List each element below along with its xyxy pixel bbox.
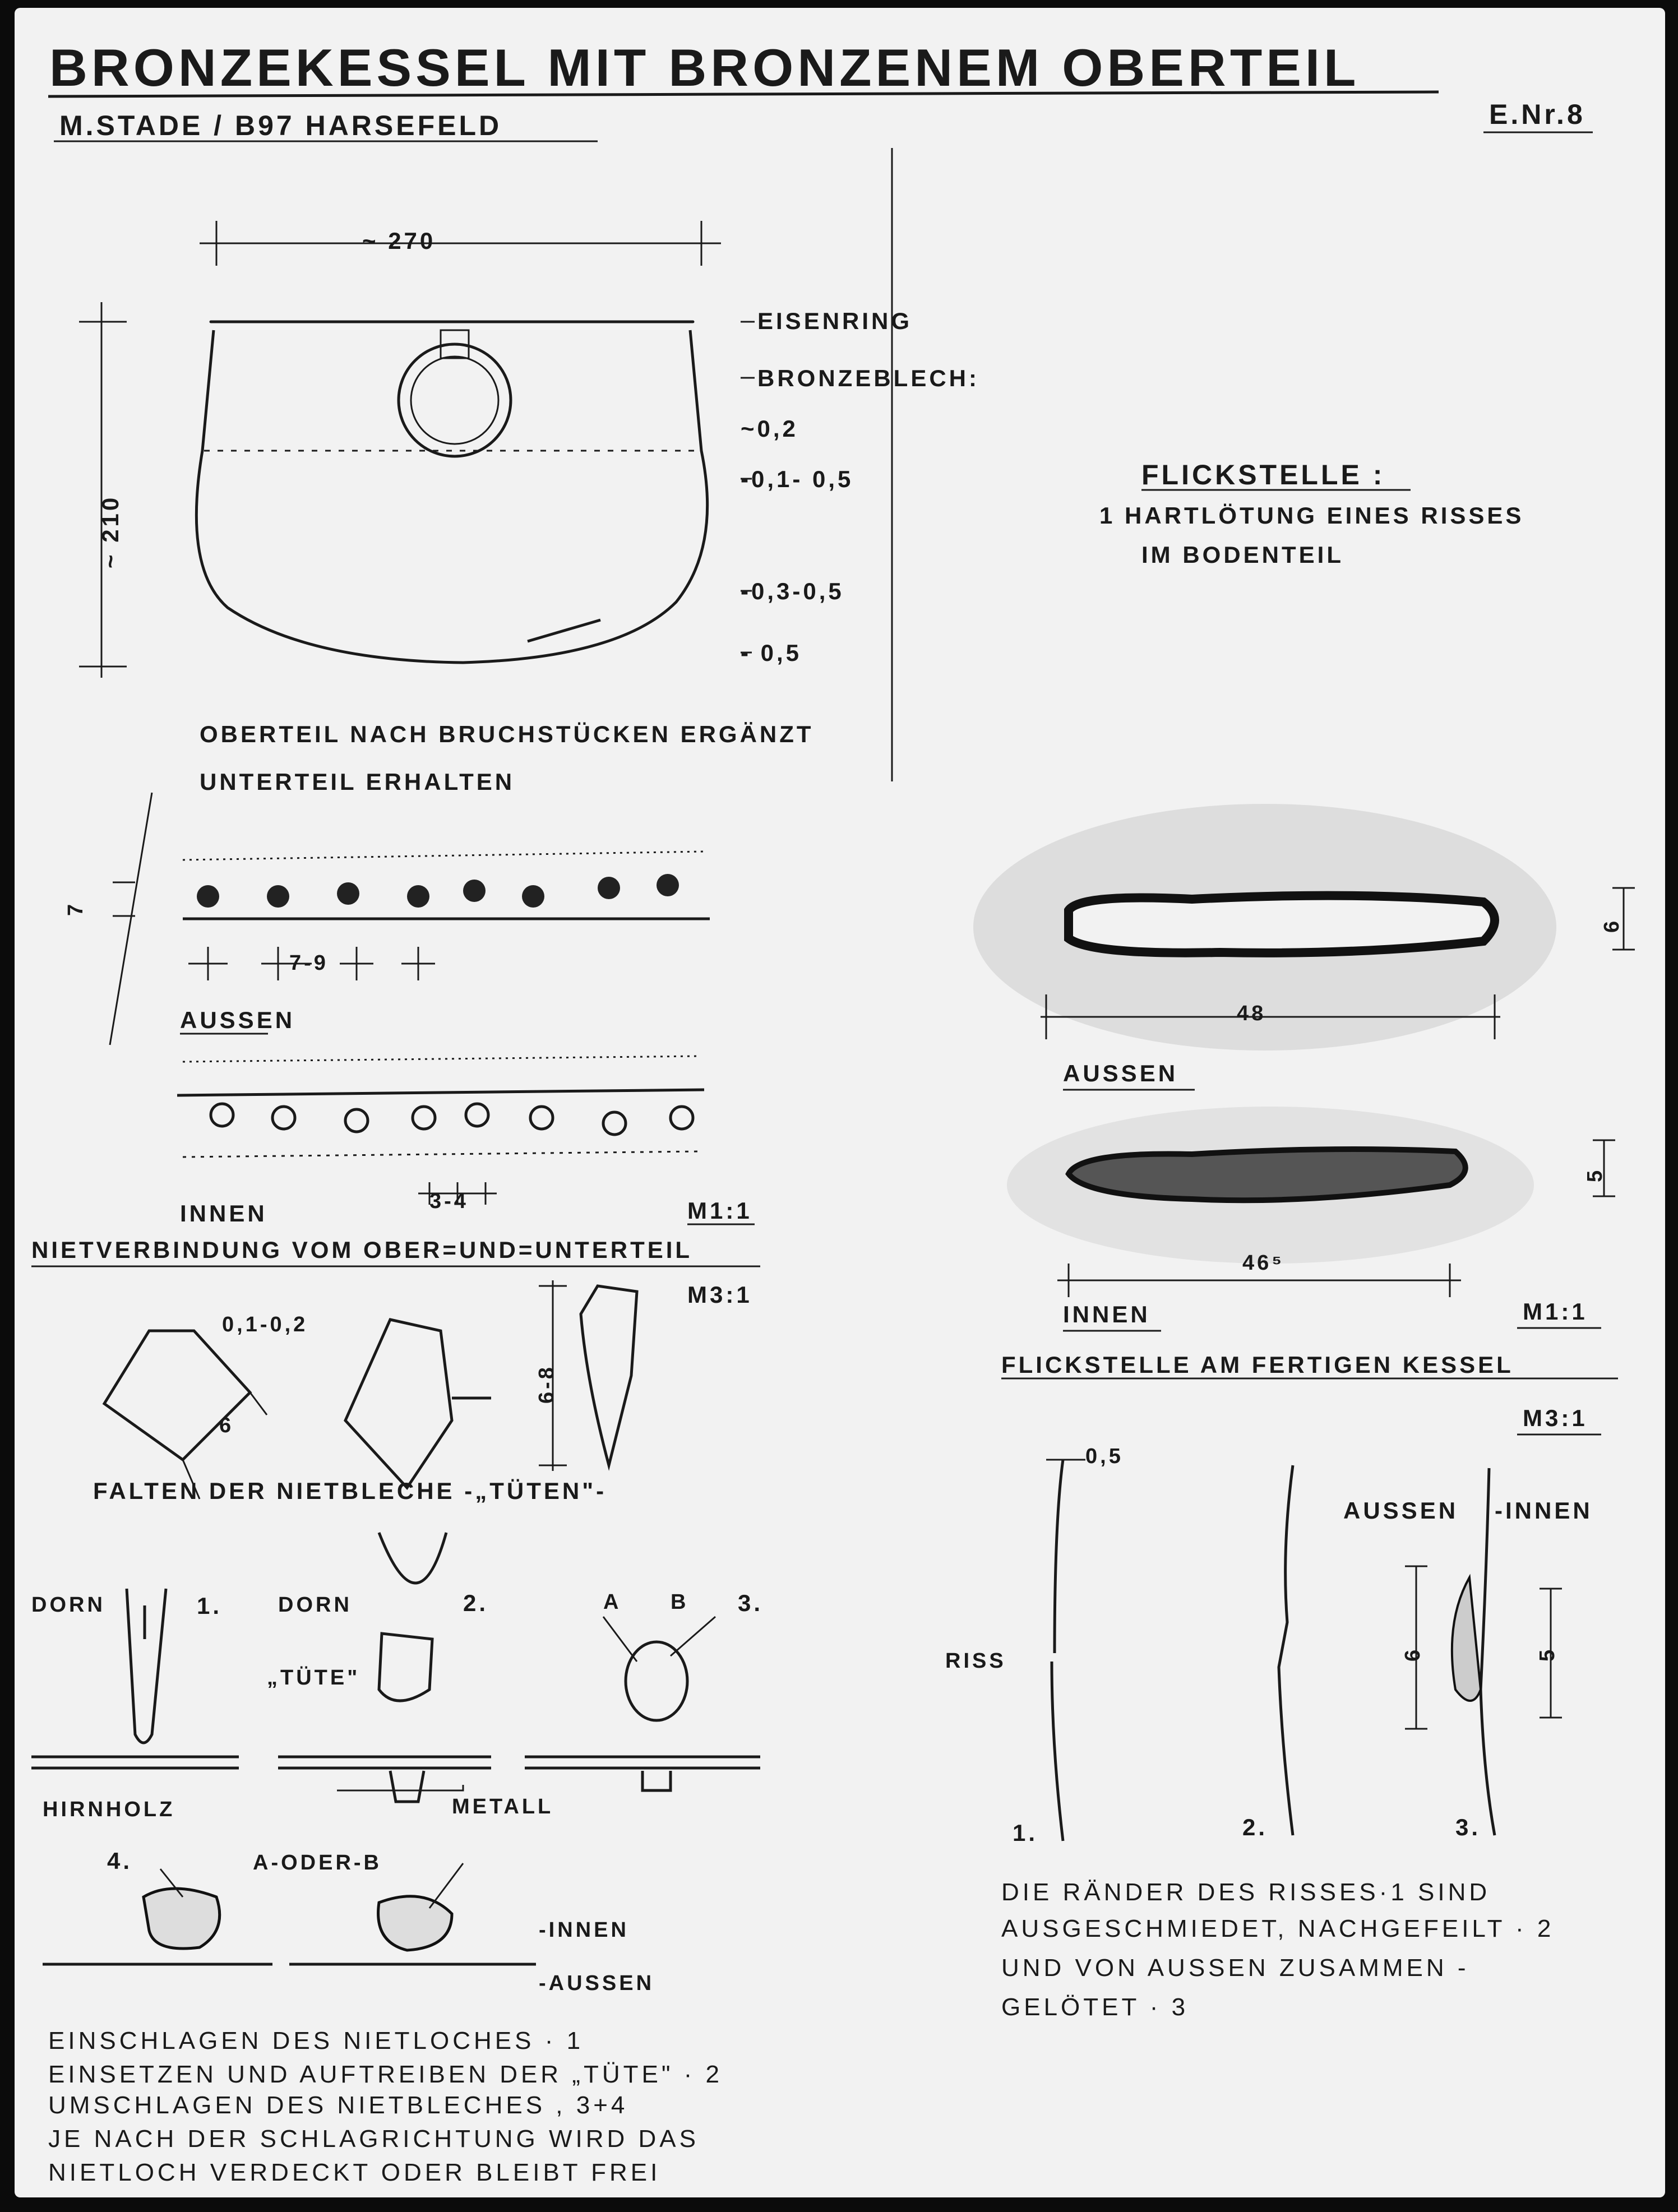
folding-caption: FALTEN DER NIETBLECHE -„TÜTEN"-	[93, 1478, 607, 1504]
crack-note-line-4: GELÖTET · 3	[1001, 1993, 1189, 2021]
patch-inner-height: 5	[1583, 1167, 1607, 1182]
vessel-dimension-lines	[79, 221, 721, 678]
procedure-line-2: EINSETZEN UND AUFTREIBEN DER „TÜTE" · 2	[48, 2061, 723, 2088]
step2-tuete-label: „TÜTE"	[267, 1666, 360, 1690]
step2-dorn-label: DORN	[278, 1593, 352, 1617]
repair-heading: FLICKSTELLE :	[1141, 459, 1385, 490]
patch-outer-height: 6	[1600, 918, 1624, 933]
patch-inside	[1007, 1107, 1615, 1297]
page-subtitle: M.STADE / B97 HARSEFELD	[59, 110, 502, 141]
procedure-line-4: JE NACH DER SCHLAGRICHTUNG WIRD DAS	[48, 2125, 699, 2153]
vessel-width-label: ~ 270	[362, 228, 436, 254]
drawing-sheet	[15, 8, 1665, 2197]
label-thickness-4: - 0,5	[741, 640, 802, 666]
step2-number: 2.	[463, 1590, 489, 1616]
patch-scale: M1:1	[1523, 1298, 1588, 1325]
step4-aussen-label: -AUSSEN	[539, 1972, 655, 1995]
rivet-scale: M1:1	[687, 1197, 752, 1224]
crack-number-1: 1.	[1013, 1820, 1038, 1846]
folding-scale: M3:1	[687, 1281, 752, 1308]
folding-thickness: 0,1-0,2	[222, 1313, 308, 1336]
crack-dim-5: 5	[1536, 1646, 1559, 1662]
label-thickness-3: -0,3-0,5	[741, 578, 844, 604]
crack-innen-label: -INNEN	[1495, 1497, 1593, 1524]
vessel-height-label: ~ 210	[97, 494, 123, 568]
rivet-height-dim: 7	[64, 901, 87, 916]
patch-inner-width: 46⁵	[1242, 1251, 1285, 1275]
hirnholz-label: HIRNHOLZ	[43, 1798, 175, 1821]
crack-drawings	[1046, 1460, 1562, 1841]
crack-number-2: 2.	[1242, 1814, 1268, 1840]
rivet-inner-dim: 3-4	[429, 1190, 469, 1213]
step4-a-oder-b: A-ODER-B	[253, 1851, 382, 1875]
catalog-number: E.Nr.8	[1489, 99, 1585, 130]
step4-innen-label: -INNEN	[539, 1918, 629, 1942]
label-bronzeblech: BRONZEBLECH:	[757, 365, 979, 391]
step1-dorn-label: DORN	[31, 1593, 105, 1617]
crack-aussen-label: AUSSEN	[1343, 1497, 1459, 1524]
procedure-line-3: UMSCHLAGEN DES NIETBLECHES , 3+4	[48, 2091, 628, 2119]
patch-scale-2: M3:1	[1523, 1405, 1588, 1431]
rivet-row-inside	[177, 1056, 704, 1205]
repair-line-1: 1 HARTLÖTUNG EINES RISSES	[1099, 502, 1524, 529]
crack-number-3: 3.	[1455, 1814, 1481, 1840]
patch-caption: FLICKSTELLE AM FERTIGEN KESSEL	[1001, 1352, 1514, 1378]
preservation-line-1: OBERTEIL NACH BRUCHSTÜCKEN ERGÄNZT	[200, 721, 814, 747]
label-eisenring: EISENRING	[757, 308, 913, 334]
riss-label: RISS	[945, 1649, 1006, 1673]
folding-width-dim: 6	[219, 1414, 234, 1437]
step3-label-b: B	[671, 1590, 689, 1614]
vessel-drawing	[196, 322, 707, 663]
rivet-spacing-dim: 7-9	[289, 951, 329, 975]
step1-number: 1.	[197, 1593, 223, 1619]
crack-dim-6: 6	[1401, 1646, 1425, 1662]
procedure-line-5: NIETLOCH VERDECKT ODER BLEIBT FREI	[48, 2159, 661, 2186]
crack-note-line-1: DIE RÄNDER DES RISSES·1 SIND	[1001, 1878, 1491, 1906]
crack-note-line-2: AUSGESCHMIEDET, NACHGEFEILT · 2	[1001, 1915, 1555, 1942]
patch-outer-width: 48	[1237, 1002, 1266, 1025]
step3-label-a: A	[603, 1590, 622, 1614]
repair-line-2: IM BODENTEIL	[1141, 542, 1344, 568]
step-drawings	[31, 1533, 760, 1964]
rivet-caption: NIETVERBINDUNG VOM OBER=UND=UNTERTEIL	[31, 1237, 693, 1263]
folding-length-dim: 6-8	[535, 1364, 558, 1404]
preservation-line-2: UNTERTEIL ERHALTEN	[200, 769, 515, 795]
label-thickness-1: ~0,2	[741, 415, 798, 442]
page-title: BRONZEKESSEL MIT BRONZENEM OBERTEIL	[49, 38, 1360, 97]
step3-number: 3.	[738, 1590, 764, 1616]
patch-aussen-label: AUSSEN	[1063, 1060, 1178, 1086]
patch-innen-label: INNEN	[1063, 1301, 1150, 1327]
metall-label: METALL	[452, 1795, 554, 1818]
label-thickness-2: -0,1- 0,5	[741, 466, 854, 492]
crack-thickness: 0,5	[1085, 1445, 1124, 1468]
procedure-line-1: EINSCHLAGEN DES NIETLOCHES · 1	[48, 2027, 584, 2054]
rivet-innen-label: INNEN	[180, 1200, 267, 1227]
crack-note-line-3: UND VON AUSSEN ZUSAMMEN -	[1001, 1954, 1469, 1982]
step4-number: 4.	[107, 1848, 133, 1874]
rivet-aussen-label: AUSSEN	[180, 1007, 295, 1033]
patch-outside	[973, 804, 1635, 1051]
